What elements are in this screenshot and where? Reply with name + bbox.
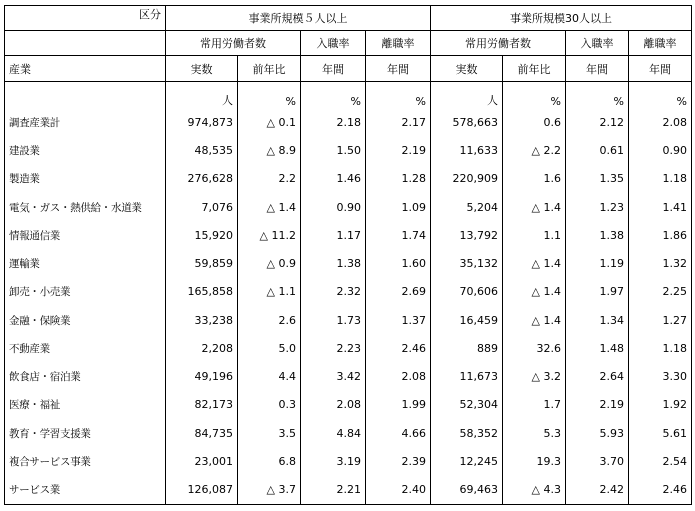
yoy-5-cell: 4.4 bbox=[238, 363, 301, 391]
yoy-5-cell: △ 3.7 bbox=[238, 476, 301, 505]
unit-person-5: 人 bbox=[166, 82, 238, 109]
industry-name-cell: 卸売・小売業 bbox=[5, 278, 166, 306]
sep-rate-5-cell: 4.66 bbox=[366, 419, 431, 447]
employees-5-cell: 165,858 bbox=[166, 278, 238, 306]
hire-rate-30-cell: 1.38 bbox=[566, 221, 629, 249]
unit-person-30: 人 bbox=[431, 82, 503, 109]
employees-5-cell: 126,087 bbox=[166, 476, 238, 505]
hire-rate-30-cell: 1.48 bbox=[566, 334, 629, 362]
unit-blank bbox=[5, 82, 166, 109]
sep-rate-5-cell: 2.46 bbox=[366, 334, 431, 362]
sep-rate-5-cell: 1.09 bbox=[366, 193, 431, 221]
actual-header-5: 実数 bbox=[166, 56, 238, 82]
sep-rate-header-30: 離職率 bbox=[629, 31, 692, 56]
sep-rate-30-cell: 2.08 bbox=[629, 108, 692, 136]
corner-kubun-label: 区分 bbox=[5, 6, 166, 31]
hire-rate-5-cell: 1.38 bbox=[301, 250, 366, 278]
sep-rate-5-cell: 2.39 bbox=[366, 447, 431, 475]
industry-name-cell: 建設業 bbox=[5, 136, 166, 164]
employees-5-cell: 974,873 bbox=[166, 108, 238, 136]
hire-rate-5-cell: 4.84 bbox=[301, 419, 366, 447]
hire-rate-30-cell: 1.97 bbox=[566, 278, 629, 306]
unit-row bbox=[5, 82, 692, 109]
yoy-30-cell: 1.7 bbox=[503, 391, 566, 419]
industry-name-cell: 不動産業 bbox=[5, 334, 166, 362]
yoy-5-cell: 2.2 bbox=[238, 165, 301, 193]
yoy-header-30: 前年比 bbox=[503, 56, 566, 82]
sep-rate-30-cell: 2.54 bbox=[629, 447, 692, 475]
table-row bbox=[5, 334, 692, 362]
yoy-30-cell: △ 1.4 bbox=[503, 306, 566, 334]
employees-5-cell: 82,173 bbox=[166, 391, 238, 419]
sep-rate-30-cell: 1.86 bbox=[629, 221, 692, 249]
yoy-5-cell: △ 11.2 bbox=[238, 221, 301, 249]
yoy-5-cell: 5.0 bbox=[238, 334, 301, 362]
hire-rate-30-cell: 2.19 bbox=[566, 391, 629, 419]
annual-header-sep-30: 年間 bbox=[629, 56, 692, 82]
table-row bbox=[5, 278, 692, 306]
industry-name-cell: 複合サービス事業 bbox=[5, 447, 166, 475]
employees-5-cell: 276,628 bbox=[166, 165, 238, 193]
hire-rate-header-30: 入職率 bbox=[566, 31, 629, 56]
sep-rate-5-cell: 1.99 bbox=[366, 391, 431, 419]
sep-rate-30-cell: 1.32 bbox=[629, 250, 692, 278]
yoy-header-5: 前年比 bbox=[238, 56, 301, 82]
sep-rate-5-cell: 1.60 bbox=[366, 250, 431, 278]
industry-name-cell: サービス業 bbox=[5, 476, 166, 505]
sep-rate-30-cell: 1.18 bbox=[629, 165, 692, 193]
yoy-30-cell: 5.3 bbox=[503, 419, 566, 447]
hire-rate-5-cell: 1.73 bbox=[301, 306, 366, 334]
employees-30-cell: 16,459 bbox=[431, 306, 503, 334]
yoy-30-cell: 19.3 bbox=[503, 447, 566, 475]
industry-name-cell: 製造業 bbox=[5, 165, 166, 193]
yoy-30-cell: △ 2.2 bbox=[503, 136, 566, 164]
sep-rate-30-cell: 1.41 bbox=[629, 193, 692, 221]
hire-rate-5-cell: 1.46 bbox=[301, 165, 366, 193]
sep-rate-30-cell: 5.61 bbox=[629, 419, 692, 447]
yoy-30-cell: △ 1.4 bbox=[503, 193, 566, 221]
yoy-5-cell: △ 0.1 bbox=[238, 108, 301, 136]
unit-pct-sep-5: % bbox=[366, 82, 431, 109]
sep-rate-30-cell: 2.25 bbox=[629, 278, 692, 306]
industry-name-cell: 飲食店・宿泊業 bbox=[5, 363, 166, 391]
table-row bbox=[5, 419, 692, 447]
employees-5-cell: 59,859 bbox=[166, 250, 238, 278]
yoy-30-cell: △ 3.2 bbox=[503, 363, 566, 391]
sep-rate-5-cell: 2.69 bbox=[366, 278, 431, 306]
annual-header-hire-30: 年間 bbox=[566, 56, 629, 82]
yoy-30-cell: △ 1.4 bbox=[503, 250, 566, 278]
table-row bbox=[5, 221, 692, 249]
group-30plus-header: 事業所規模30人以上 bbox=[431, 6, 692, 31]
hire-rate-5-cell: 2.18 bbox=[301, 108, 366, 136]
group-5plus-header: 事業所規模５人以上 bbox=[166, 6, 431, 31]
employees-30-cell: 578,663 bbox=[431, 108, 503, 136]
table-row bbox=[5, 165, 692, 193]
industry-name-cell: 金融・保険業 bbox=[5, 306, 166, 334]
yoy-30-cell: 0.6 bbox=[503, 108, 566, 136]
annual-header-sep-5: 年間 bbox=[366, 56, 431, 82]
yoy-5-cell: △ 1.4 bbox=[238, 193, 301, 221]
header-row-1 bbox=[5, 6, 692, 31]
actual-header-30: 実数 bbox=[431, 56, 503, 82]
employees-30-cell: 52,304 bbox=[431, 391, 503, 419]
yoy-5-cell: △ 0.9 bbox=[238, 250, 301, 278]
unit-pct-yoy-30: % bbox=[503, 82, 566, 109]
hire-rate-30-cell: 1.34 bbox=[566, 306, 629, 334]
hire-rate-5-cell: 2.21 bbox=[301, 476, 366, 505]
employees-30-cell: 889 bbox=[431, 334, 503, 362]
table-row bbox=[5, 136, 692, 164]
yoy-5-cell: △ 1.1 bbox=[238, 278, 301, 306]
hire-rate-5-cell: 2.23 bbox=[301, 334, 366, 362]
employees-5-cell: 23,001 bbox=[166, 447, 238, 475]
yoy-5-cell: 0.3 bbox=[238, 391, 301, 419]
employees-5-cell: 15,920 bbox=[166, 221, 238, 249]
employees-30-cell: 69,463 bbox=[431, 476, 503, 505]
hire-rate-30-cell: 1.19 bbox=[566, 250, 629, 278]
hire-rate-5-cell: 2.32 bbox=[301, 278, 366, 306]
employees-5-cell: 84,735 bbox=[166, 419, 238, 447]
sep-rate-5-cell: 2.19 bbox=[366, 136, 431, 164]
unit-pct-hire-30: % bbox=[566, 82, 629, 109]
industry-name-cell: 医療・福祉 bbox=[5, 391, 166, 419]
industry-name-cell: 教育・学習支援業 bbox=[5, 419, 166, 447]
table-row bbox=[5, 306, 692, 334]
hire-rate-5-cell: 3.19 bbox=[301, 447, 366, 475]
hire-rate-30-cell: 5.93 bbox=[566, 419, 629, 447]
employees-5-cell: 2,208 bbox=[166, 334, 238, 362]
employees-30-cell: 11,633 bbox=[431, 136, 503, 164]
corner-sangyo-label: 産業 bbox=[5, 56, 166, 82]
employees-30-cell: 220,909 bbox=[431, 165, 503, 193]
corner-spacer bbox=[5, 31, 166, 56]
unit-pct-hire-5: % bbox=[301, 82, 366, 109]
yoy-5-cell: 6.8 bbox=[238, 447, 301, 475]
hire-rate-30-cell: 1.23 bbox=[566, 193, 629, 221]
hire-rate-30-cell: 0.61 bbox=[566, 136, 629, 164]
table-row bbox=[5, 476, 692, 505]
annual-header-hire-5: 年間 bbox=[301, 56, 366, 82]
employees-30-cell: 11,673 bbox=[431, 363, 503, 391]
yoy-30-cell: △ 4.3 bbox=[503, 476, 566, 505]
sep-rate-5-cell: 2.08 bbox=[366, 363, 431, 391]
unit-pct-sep-30: % bbox=[629, 82, 692, 109]
employees-30-cell: 70,606 bbox=[431, 278, 503, 306]
employees-header-30: 常用労働者数 bbox=[431, 31, 566, 56]
labor-statistics-table bbox=[4, 5, 692, 505]
hire-rate-30-cell: 2.64 bbox=[566, 363, 629, 391]
employees-30-cell: 12,245 bbox=[431, 447, 503, 475]
employees-30-cell: 5,204 bbox=[431, 193, 503, 221]
header-row-2 bbox=[5, 31, 692, 56]
industry-name-cell: 情報通信業 bbox=[5, 221, 166, 249]
employees-5-cell: 48,535 bbox=[166, 136, 238, 164]
employees-30-cell: 35,132 bbox=[431, 250, 503, 278]
sep-rate-30-cell: 1.92 bbox=[629, 391, 692, 419]
hire-rate-5-cell: 0.90 bbox=[301, 193, 366, 221]
yoy-30-cell: 1.1 bbox=[503, 221, 566, 249]
sep-rate-30-cell: 1.27 bbox=[629, 306, 692, 334]
hire-rate-30-cell: 3.70 bbox=[566, 447, 629, 475]
industry-name-cell: 電気・ガス・熱供給・水道業 bbox=[5, 193, 166, 221]
yoy-5-cell: 3.5 bbox=[238, 419, 301, 447]
yoy-30-cell: 32.6 bbox=[503, 334, 566, 362]
employees-5-cell: 7,076 bbox=[166, 193, 238, 221]
sep-rate-30-cell: 3.30 bbox=[629, 363, 692, 391]
unit-pct-yoy-5: % bbox=[238, 82, 301, 109]
sep-rate-5-cell: 1.28 bbox=[366, 165, 431, 193]
employees-header-5: 常用労働者数 bbox=[166, 31, 301, 56]
industry-name-cell: 調査産業計 bbox=[5, 108, 166, 136]
table-body bbox=[5, 82, 692, 505]
hire-rate-30-cell: 2.42 bbox=[566, 476, 629, 505]
sep-rate-30-cell: 1.18 bbox=[629, 334, 692, 362]
employees-5-cell: 49,196 bbox=[166, 363, 238, 391]
table-row bbox=[5, 108, 692, 136]
employees-30-cell: 58,352 bbox=[431, 419, 503, 447]
employees-30-cell: 13,792 bbox=[431, 221, 503, 249]
yoy-5-cell: △ 8.9 bbox=[238, 136, 301, 164]
hire-rate-5-cell: 1.50 bbox=[301, 136, 366, 164]
yoy-5-cell: 2.6 bbox=[238, 306, 301, 334]
yoy-30-cell: △ 1.4 bbox=[503, 278, 566, 306]
sep-rate-header-5: 離職率 bbox=[366, 31, 431, 56]
hire-rate-header-5: 入職率 bbox=[301, 31, 366, 56]
hire-rate-5-cell: 2.08 bbox=[301, 391, 366, 419]
hire-rate-5-cell: 3.42 bbox=[301, 363, 366, 391]
header-row-3 bbox=[5, 56, 692, 82]
employees-5-cell: 33,238 bbox=[166, 306, 238, 334]
hire-rate-30-cell: 1.35 bbox=[566, 165, 629, 193]
table-row bbox=[5, 250, 692, 278]
industry-name-cell: 運輸業 bbox=[5, 250, 166, 278]
table-row bbox=[5, 193, 692, 221]
sep-rate-5-cell: 1.74 bbox=[366, 221, 431, 249]
sep-rate-30-cell: 0.90 bbox=[629, 136, 692, 164]
table-row bbox=[5, 447, 692, 475]
table-row bbox=[5, 391, 692, 419]
table-row bbox=[5, 363, 692, 391]
hire-rate-5-cell: 1.17 bbox=[301, 221, 366, 249]
sep-rate-5-cell: 1.37 bbox=[366, 306, 431, 334]
sep-rate-5-cell: 2.40 bbox=[366, 476, 431, 505]
sep-rate-30-cell: 2.46 bbox=[629, 476, 692, 505]
sep-rate-5-cell: 2.17 bbox=[366, 108, 431, 136]
yoy-30-cell: 1.6 bbox=[503, 165, 566, 193]
hire-rate-30-cell: 2.12 bbox=[566, 108, 629, 136]
